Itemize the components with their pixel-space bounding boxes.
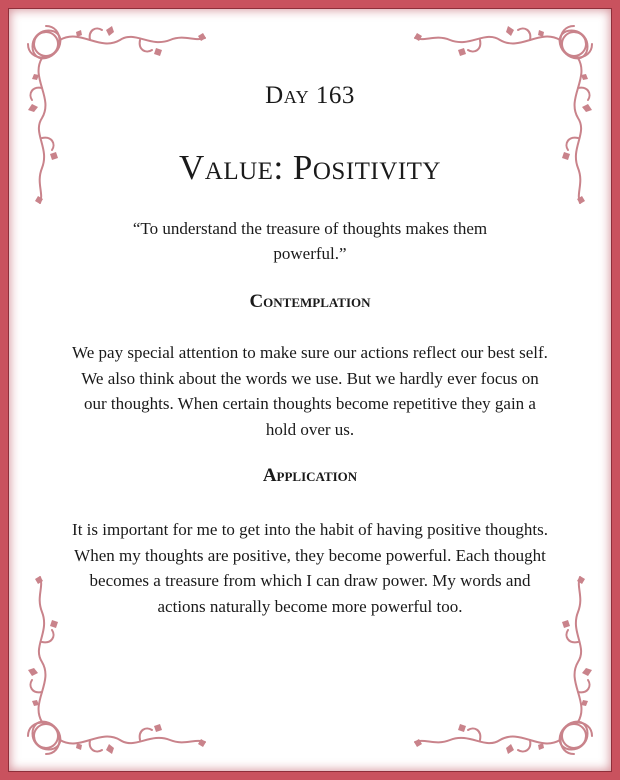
application-heading: Application [262, 465, 358, 486]
day-number: Day 163 [265, 82, 355, 109]
contemplation-heading: Contemplation [249, 291, 371, 312]
contemplation-text: We pay special attention to make sure our actions reflect our best self. We also think about the words we use. But we hardly ever focus on our thoughts. When certain thoughts become repetitive they gain a hold over us. [72, 343, 548, 439]
application-text: It is important for me to get into the habit of having positive thoughts. When my thoughts are positive, they become powerful. Each thought becomes a treasure from which I can draw power. My words and actions naturally become more powerful too. [72, 520, 548, 616]
page-title: Value: Positivity [179, 148, 441, 187]
quote: “To understand the treasure of thoughts makes them powerful.” [132, 219, 488, 263]
